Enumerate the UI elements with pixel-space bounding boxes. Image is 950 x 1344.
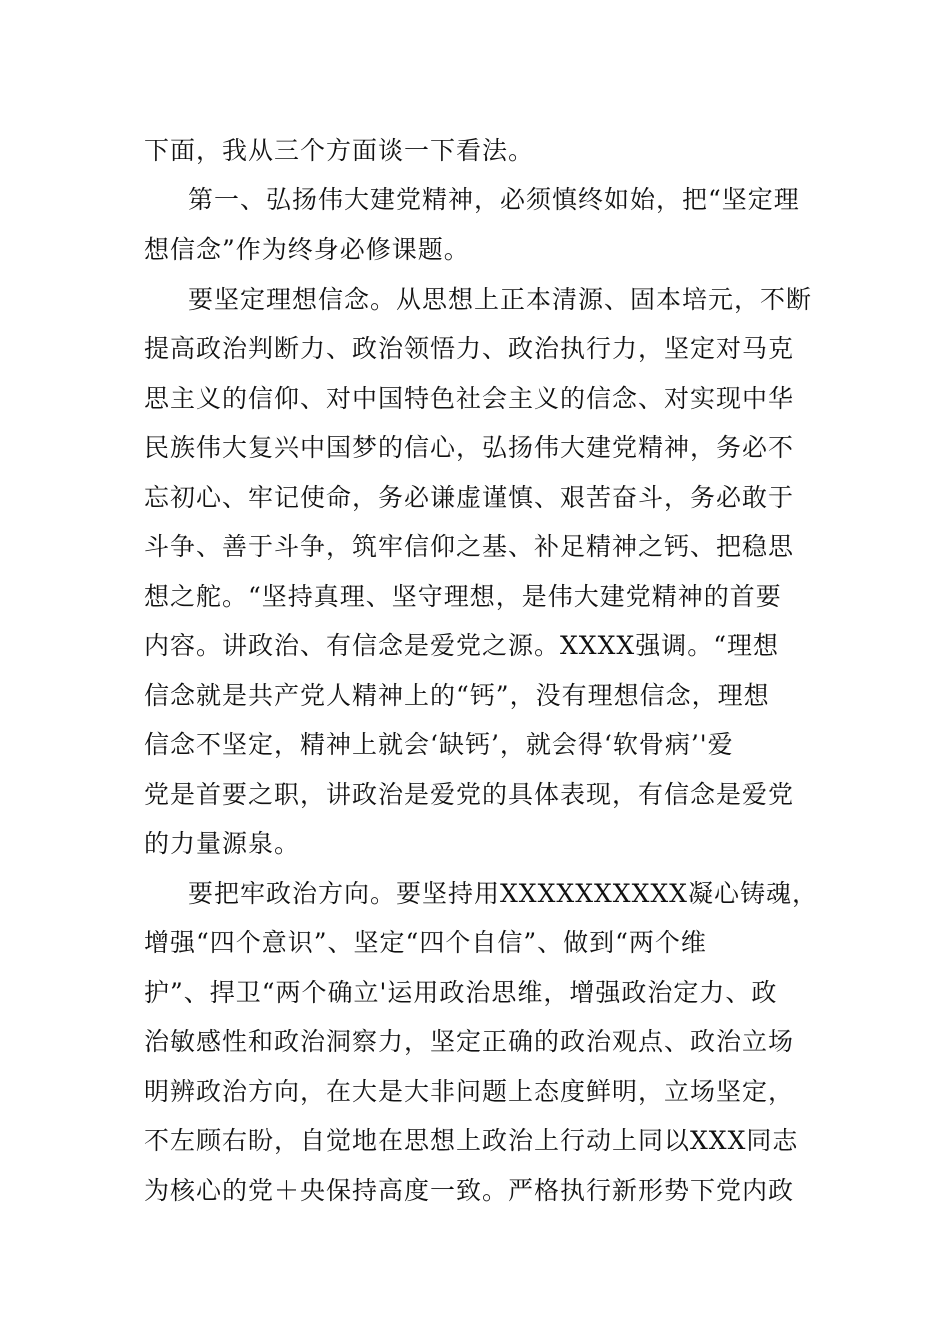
text-line: 想信念”作为终身必修课题。 — [144, 235, 470, 264]
text-line: 不左顾右盼，自觉地在思想上政治上行动上同以XXX同志 — [144, 1126, 799, 1155]
text-line: 增强“四个意识”、坚定“四个自信”、做到“两个维 — [144, 928, 707, 957]
text-line: 明辨政治方向，在大是大非问题上态度鲜明，立场坚定， — [144, 1077, 795, 1106]
text-line: 思主义的信仰、对中国特色社会主义的信念、对实现中华 — [144, 384, 795, 413]
text-line: 第一、弘扬伟大建党精神，必须慎终如始，把“坚定理 — [188, 185, 800, 214]
text-line: 的力量源泉。 — [144, 829, 301, 858]
text-line: 斗争、善于斗争，筑牢信仰之基、补足精神之钙、把稳思 — [144, 532, 795, 561]
text-line: 信念不坚定，精神上就会‘缺钙’，就会得‘软骨病’'爱 — [144, 730, 734, 759]
text-line: 治敏感性和政治洞察力，坚定正确的政治观点、政治立场 — [144, 1027, 795, 1056]
text-line: 护”、捍卫“两个确立'运用政治思维，增强政治定力、政 — [144, 978, 778, 1007]
text-line: 要坚定理想信念。从思想上正本清源、固本培元，不断 — [188, 285, 813, 314]
text-line: 想之舵。“坚持真理、坚守理想，是伟大建党精神的首要 — [144, 582, 782, 611]
text-line: 内容。讲政治、有信念是爱党之源。XXXX强调。“理想 — [144, 631, 779, 660]
text-line: 下面，我从三个方面谈一下看法。 — [144, 136, 535, 165]
text-line: 要把牢政治方向。要坚持用XXXXXXXXXX凝心铸魂， — [188, 879, 818, 908]
text-line: 为核心的党＋央保持高度一致。严格执行新形势下党内政 — [144, 1176, 795, 1205]
text-line: 党是首要之职，讲政治是爱党的具体表现，有信念是爱党 — [144, 780, 795, 809]
text-line: 民族伟大复兴中国梦的信心，弘扬伟大建党精神，务必不 — [144, 433, 795, 462]
text-line: 信念就是共产党人精神上的“钙”，没有理想信念，理想 — [144, 681, 770, 710]
text-line: 提高政治判断力、政治领悟力、政治执行力，坚定对马克 — [144, 334, 795, 363]
text-line: 忘初心、牢记使命，务必谦虚谨慎、艰苦奋斗，务必敢于 — [144, 483, 795, 512]
